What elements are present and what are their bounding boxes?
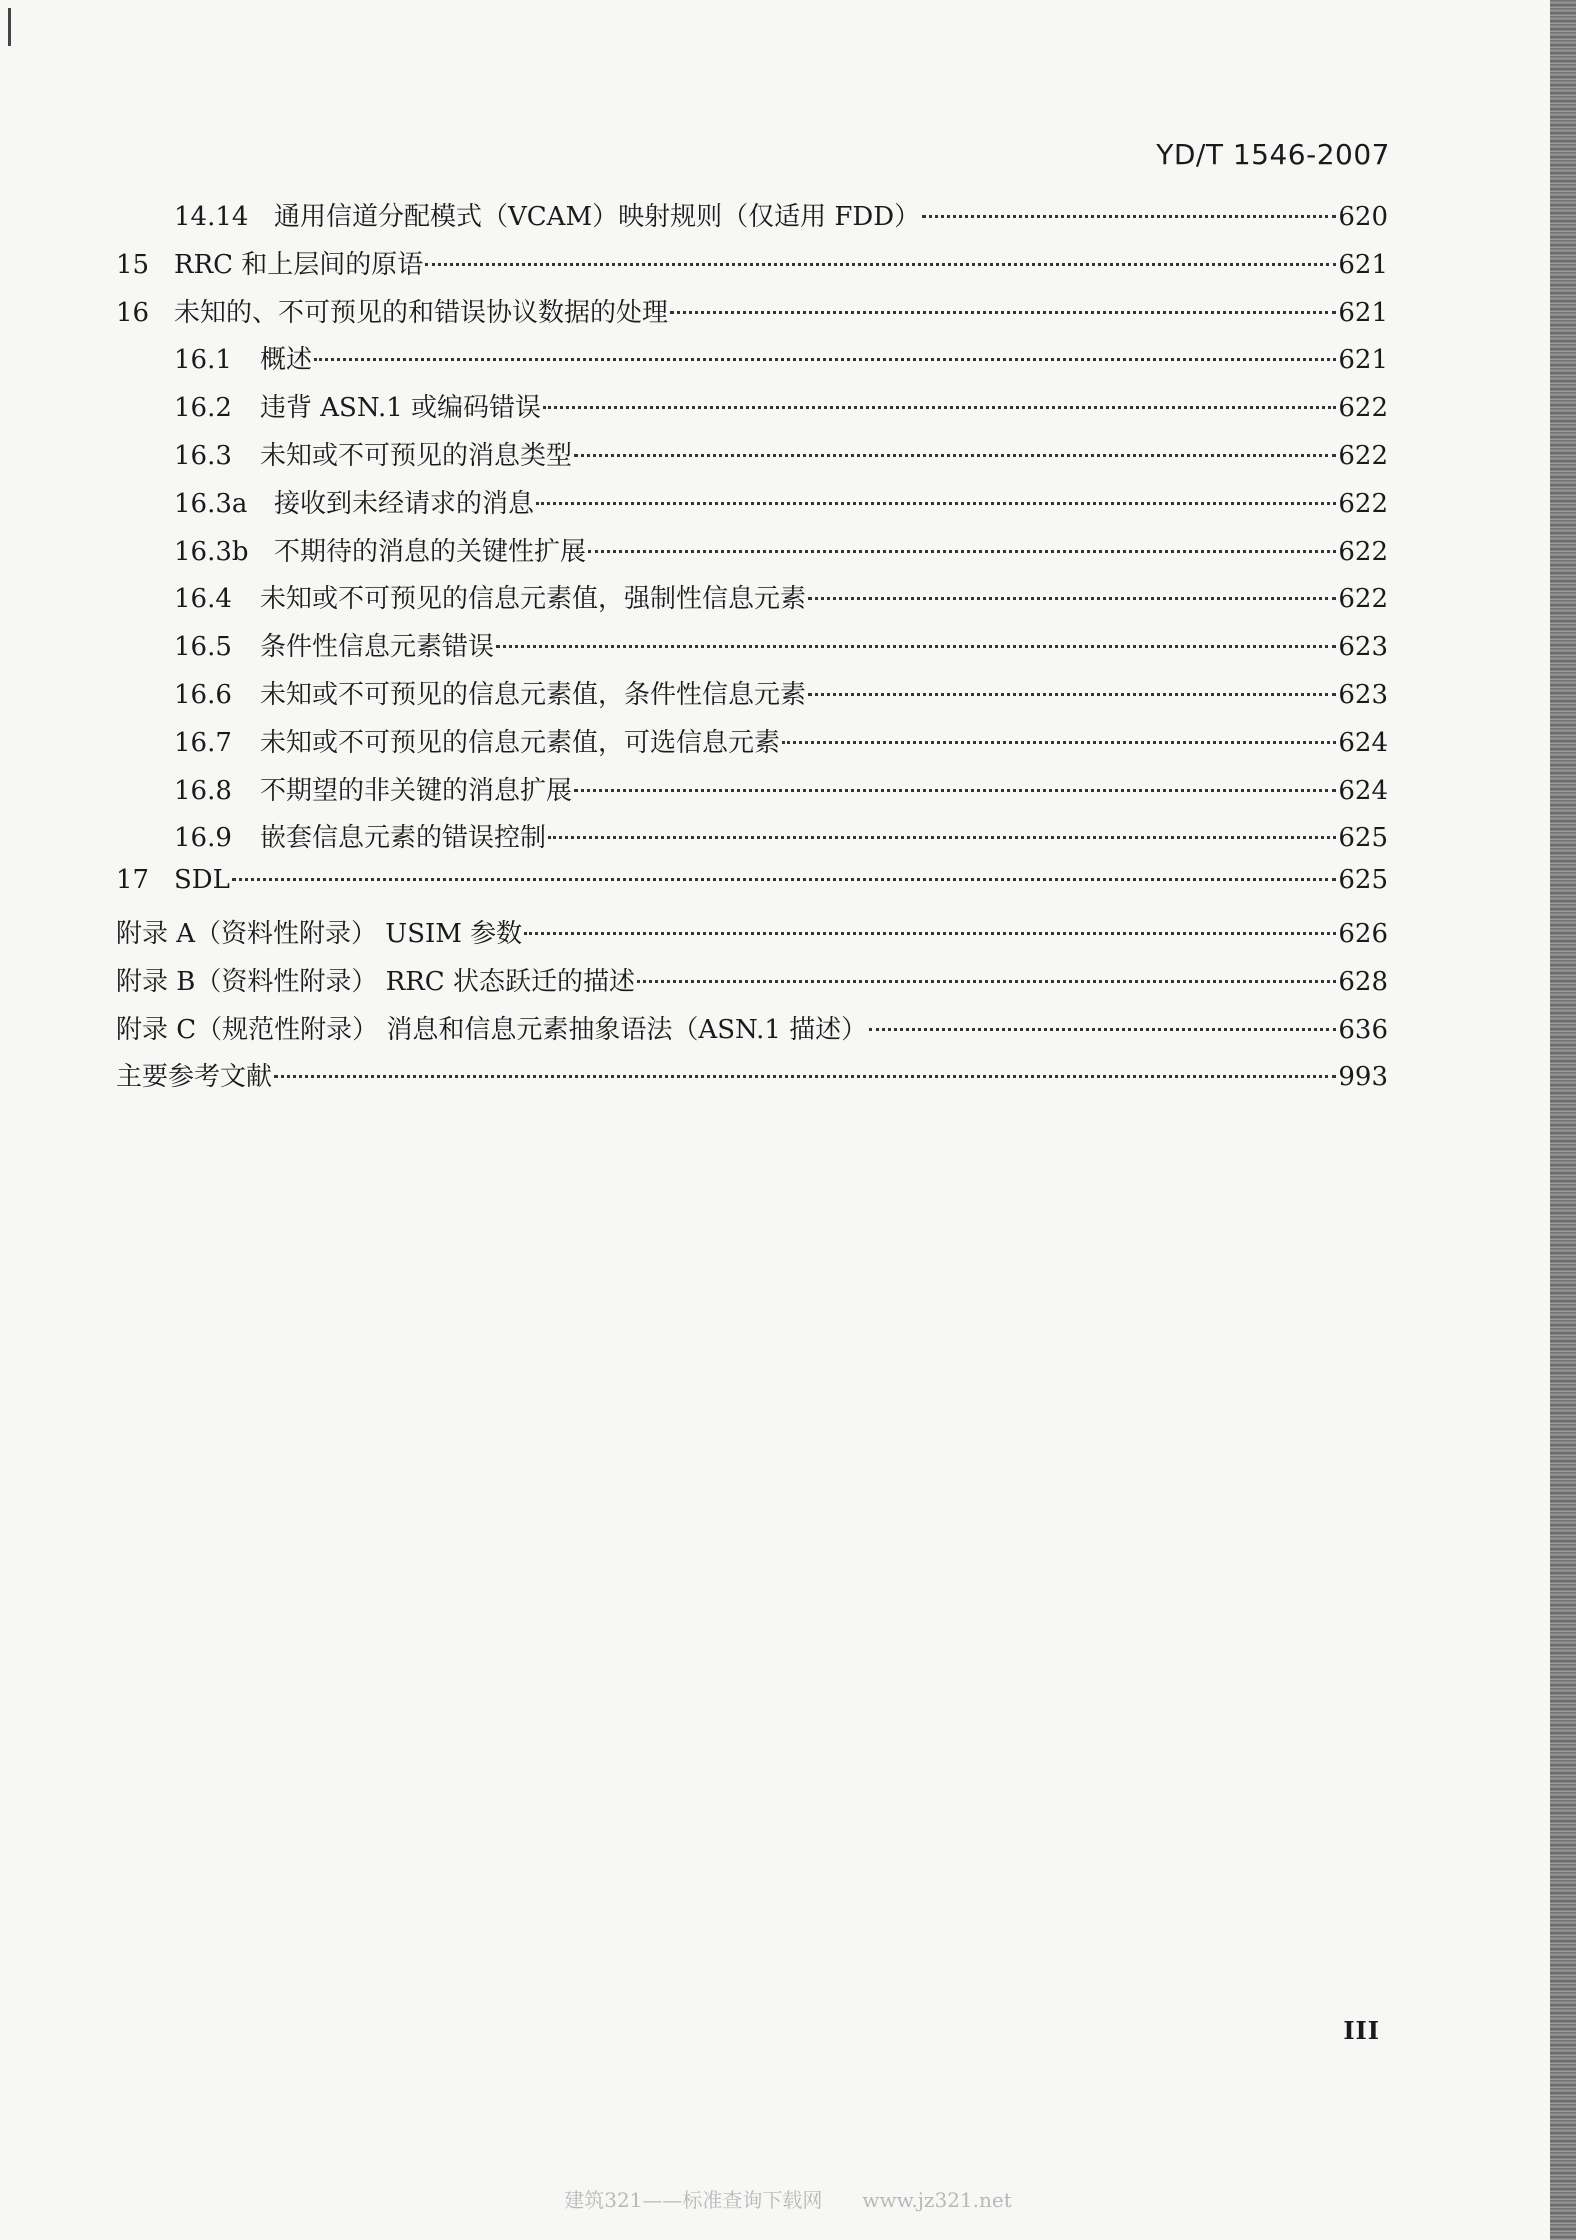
toc-entry-title: 未知的、不可预见的和错误协议数据的处理 — [174, 297, 669, 328]
toc-entry-page: 622 — [1338, 440, 1388, 471]
toc-entry-title: RRC 和上层间的原语 — [174, 249, 424, 280]
toc-leader-dots — [524, 932, 1336, 935]
toc-entry-page: 625 — [1338, 865, 1388, 896]
toc-entry-page: 621 — [1338, 249, 1388, 280]
toc-entry-page: 625 — [1338, 823, 1388, 854]
toc-entry[interactable] — [116, 865, 1388, 913]
toc-entry-number: 16.8 — [174, 775, 232, 806]
toc-entry[interactable] — [116, 913, 1388, 961]
toc-leader-dots — [922, 215, 1336, 218]
toc-leader-dots — [425, 263, 1336, 266]
toc-entry-number: 16.5 — [174, 632, 232, 663]
toc-entry-title: 违背 ASN.1 或编码错误 — [260, 393, 542, 424]
document-code: YD/T 1546-2007 — [1156, 138, 1390, 171]
toc-entry-number: 16.1 — [174, 345, 232, 376]
toc-entry[interactable] — [116, 1056, 1388, 1104]
toc-entry[interactable] — [116, 531, 1388, 579]
toc-leader-dots — [574, 789, 1336, 792]
toc-entry-title: 通用信道分配模式（VCAM）映射规则（仅适用 FDD） — [274, 202, 921, 232]
toc-leader-dots — [232, 878, 1336, 881]
toc-entry-title: 不期待的消息的关键性扩展 — [274, 536, 587, 567]
toc-entry-title: 未知或不可预见的信息元素值，条件性信息元素 — [260, 679, 807, 710]
toc-entry[interactable] — [116, 196, 1388, 244]
toc-entry-title: 条件性信息元素错误 — [260, 632, 495, 663]
scan-mark — [8, 8, 11, 46]
toc-entry-number: 16.9 — [174, 823, 232, 854]
toc-entry-title: 主要参考文献 — [116, 1062, 273, 1093]
toc-leader-dots — [869, 1028, 1336, 1031]
toc-entry-title: 接收到未经请求的消息 — [274, 488, 535, 519]
toc-entry-page: 621 — [1338, 297, 1388, 328]
toc-leader-dots — [808, 693, 1336, 696]
toc-leader-dots — [543, 406, 1336, 409]
toc-entry[interactable] — [116, 674, 1388, 722]
toc-entry[interactable] — [116, 626, 1388, 674]
toc-leader-dots — [536, 502, 1336, 505]
toc-leader-dots — [808, 597, 1336, 600]
toc-entry[interactable] — [116, 817, 1388, 865]
toc-entry-title: 附录 C（规范性附录） 消息和信息元素抽象语法（ASN.1 描述） — [116, 1014, 868, 1045]
toc-entry-page: 622 — [1338, 536, 1388, 567]
toc-entry-number: 16.7 — [174, 727, 232, 758]
toc-leader-dots — [588, 550, 1336, 553]
toc-entry[interactable] — [116, 244, 1388, 292]
toc-entry-page: 993 — [1338, 1062, 1388, 1093]
toc-leader-dots — [574, 454, 1336, 457]
toc-entry-page: 626 — [1338, 918, 1388, 949]
toc-entry[interactable] — [116, 483, 1388, 531]
toc-entry[interactable] — [116, 435, 1388, 483]
toc-entry-title: 附录 A（资料性附录） USIM 参数 — [116, 918, 523, 949]
toc-entry[interactable] — [116, 339, 1388, 387]
footer-watermark: 建筑321——标准查询下载网 www.jz321.net — [564, 2188, 1012, 2212]
toc-entry[interactable] — [116, 770, 1388, 818]
toc-entry-title: 未知或不可预见的消息类型 — [260, 440, 573, 471]
toc-entry-number: 17 — [116, 865, 150, 896]
toc-leader-dots — [496, 645, 1336, 648]
toc-entry-page: 620 — [1338, 202, 1388, 232]
toc-entry-page: 624 — [1338, 727, 1388, 758]
toc-leader-dots — [548, 836, 1336, 839]
toc-entry-number: 16.6 — [174, 679, 232, 710]
toc-entry-title: SDL — [174, 865, 230, 896]
toc-leader-dots — [782, 741, 1336, 744]
toc-entry[interactable] — [116, 387, 1388, 435]
toc-entry-page: 623 — [1338, 679, 1388, 710]
toc-entry[interactable] — [116, 578, 1388, 626]
toc-entry-number: 14.14 — [174, 202, 249, 232]
toc-entry-title: 附录 B（资料性附录） RRC 状态跃迁的描述 — [116, 966, 635, 997]
toc-entry[interactable] — [116, 1009, 1388, 1057]
toc-entry-page: 622 — [1338, 488, 1388, 519]
toc-entry[interactable] — [116, 722, 1388, 770]
toc-entry-page: 622 — [1338, 393, 1388, 424]
toc-entry-title: 概述 — [260, 345, 313, 376]
toc-entry-title: 未知或不可预见的信息元素值，可选信息元素 — [260, 727, 781, 758]
toc-entry-page: 624 — [1338, 775, 1388, 806]
toc-entry-number: 16.3a — [174, 488, 248, 519]
toc-entry-title: 嵌套信息元素的错误控制 — [260, 823, 547, 854]
toc-entry-page: 622 — [1338, 584, 1388, 615]
toc-entry[interactable] — [116, 961, 1388, 1009]
toc-entry-title: 不期望的非关键的消息扩展 — [260, 775, 573, 806]
toc-entry-number: 16 — [116, 297, 150, 328]
page-number: III — [1343, 2016, 1380, 2045]
toc-entry-number: 16.4 — [174, 584, 232, 615]
toc-entry-page: 628 — [1338, 966, 1388, 997]
toc-entry-page: 621 — [1338, 345, 1388, 376]
toc-entry-page: 636 — [1338, 1014, 1388, 1045]
toc-entry-title: 未知或不可预见的信息元素值，强制性信息元素 — [260, 584, 807, 615]
toc-entry-number: 16.2 — [174, 393, 232, 424]
toc-leader-dots — [637, 980, 1336, 983]
toc-leader-dots — [274, 1075, 1336, 1078]
toc-entry-number: 16.3 — [174, 440, 232, 471]
toc-leader-dots — [670, 311, 1336, 314]
toc-entry-number: 16.3b — [174, 536, 249, 567]
toc-entry-page: 623 — [1338, 632, 1388, 663]
scan-page-edge — [1550, 0, 1576, 2240]
toc-entry-number: 15 — [116, 249, 150, 280]
toc-leader-dots — [314, 358, 1336, 361]
table-of-contents — [116, 196, 1388, 1104]
toc-entry[interactable] — [116, 292, 1388, 340]
